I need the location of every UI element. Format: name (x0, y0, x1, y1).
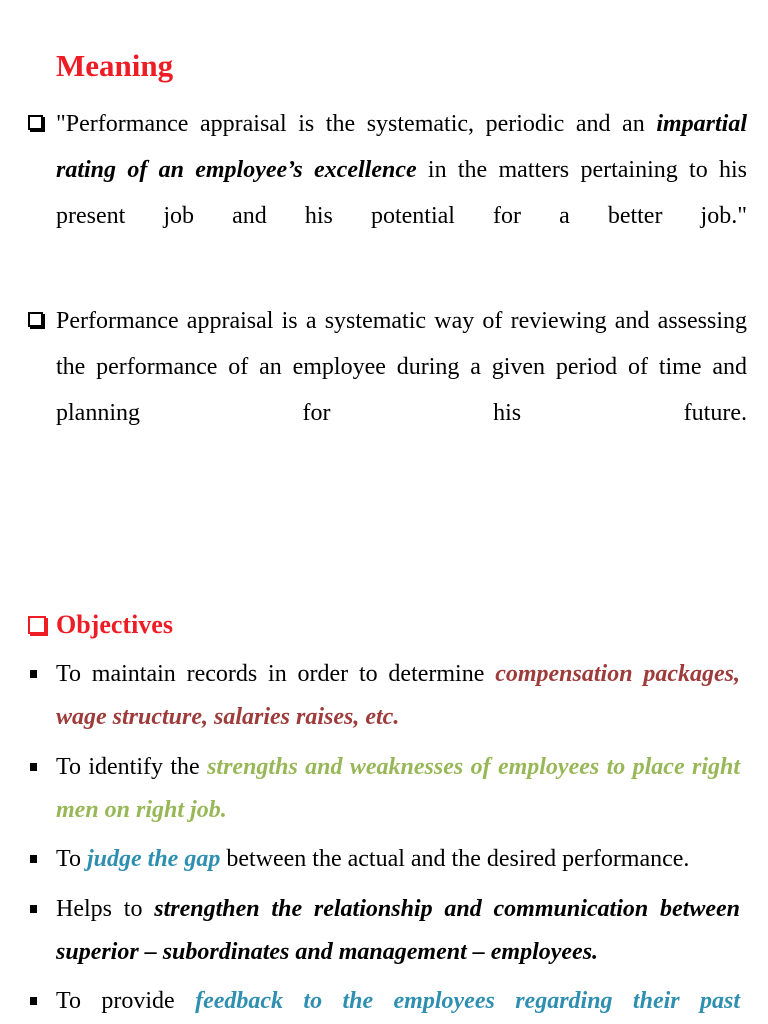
meaning-emphasis: impartial rating of an employee’s excellence (56, 111, 747, 183)
objective-text: To provide (56, 988, 196, 1014)
meaning-text: "Performance appraisal is the systematic, periodic and an (56, 111, 657, 137)
square-bullet-icon (30, 905, 37, 913)
square-bullet-icon (30, 855, 37, 863)
objective-emphasis: strengthen the relationship and communication between superior – subordinates and management – employees. (56, 896, 740, 965)
objectives-heading: Objectives (56, 610, 173, 639)
objective-text: To (56, 846, 87, 872)
meaning-paragraph-1 (56, 101, 747, 285)
meaning-heading: Meaning (56, 48, 174, 83)
objective-emphasis: judge the gap (86, 846, 221, 872)
objective-item-1 (56, 653, 740, 739)
checkbox-bullet-icon (28, 115, 43, 130)
objective-emphasis: strengths and weaknesses of employees to place right men on right job. (56, 754, 741, 823)
objective-text: To identify the (56, 754, 208, 780)
square-bullet-icon (30, 763, 37, 771)
objective-emphasis: feedback to the employees regarding their past (195, 988, 740, 1014)
objective-item-2 (56, 746, 740, 832)
objective-item-4 (56, 888, 740, 974)
objective-item-5 (56, 980, 740, 1023)
checkbox-bullet-icon (28, 616, 46, 634)
checkbox-bullet-icon (28, 312, 43, 327)
meaning-text: in the matters pertaining to his present job and his potential for a better job." (56, 157, 747, 229)
objective-text: To maintain records in order to determine (56, 661, 496, 687)
objective-item-3 (56, 838, 740, 881)
square-bullet-icon (30, 670, 37, 678)
objective-text: Helps to (56, 896, 155, 922)
square-bullet-icon (30, 997, 37, 1005)
objective-text: between the actual and the desired performance. (220, 846, 690, 872)
meaning-paragraph-2: Performance appraisal is a systematic way of reviewing and assessing the performance of an employee during a given period of time and planning for his future. (56, 308, 747, 426)
objective-emphasis: compensation packages, wage structure, salaries raises, etc. (56, 661, 741, 730)
